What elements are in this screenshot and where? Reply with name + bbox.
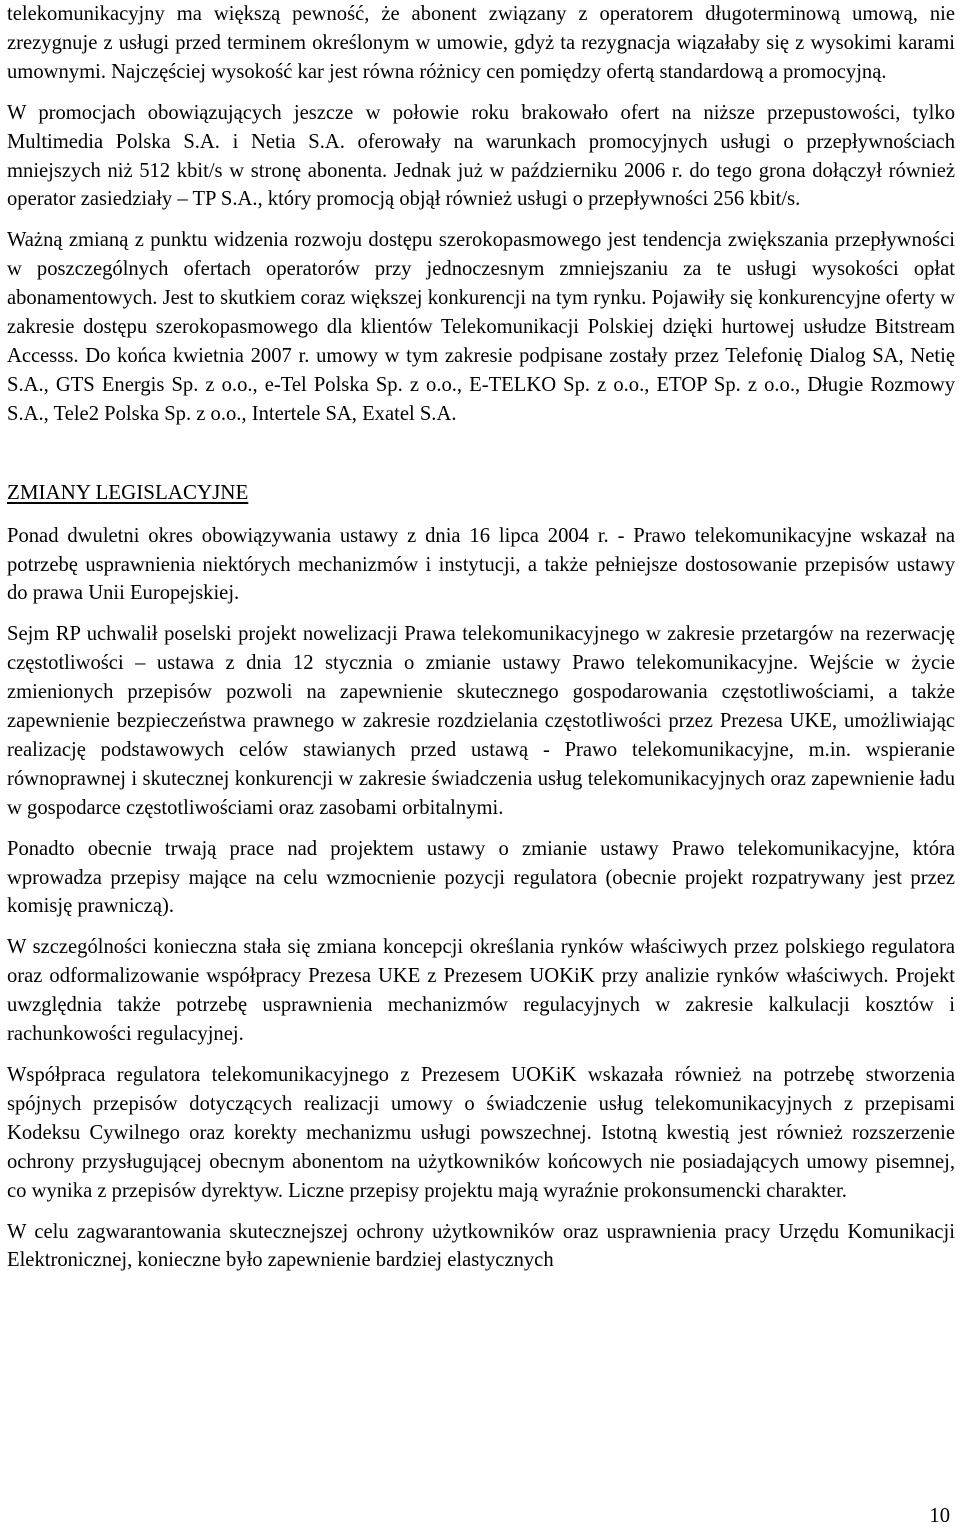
paragraph-user-protection: W celu zagwarantowania skutecznejszej ochrony użytkowników oraz usprawnienia pracy Urzędu Komunikacji Elektronicznej, konieczne było zapewnienie bardziej elastycznych <box>7 1220 955 1272</box>
paragraph-law-review: Ponad dwuletni okres obowiązywania ustawy z dnia 16 lipca 2004 r. - Prawo telekomunikacyjne wskazał na potrzebę usprawnienia niektórych mechanizmów i instytucji, a także pełniejsze dostosowanie przepisów ustawy do prawa Unii Europejskiej. <box>7 524 955 605</box>
page-number: 10 <box>929 1505 950 1527</box>
paragraph-ongoing-work: Ponadto obecnie trwają prace nad projektem ustawy o zmianie ustawy Prawo telekomunikacyjne, która wprowadza przepisy mające na celu wzmocnienie pozycji regulatora (obecnie projekt rozpatrywany jest przez komisję prawniczą). <box>7 837 955 918</box>
paragraph-promotions: W promocjach obowiązujących jeszcze w połowie roku brakowało ofert na niższe przepustowości, tylko Multimedia Polska S.A. i Netia S.A. oferowały na warunkach promocyjnych usługi o przepływnościach mniejszych niż 512 kbit/s w stronę abonenta. Jednak już w październiku 2006 r. do tego grona dołączył również operator zasiedziały – TP S.A., który promocją objął również usługi o przepływności 256 kbit/s. <box>7 101 955 211</box>
section-heading: ZMIANY LEGISLACYJNE <box>7 479 249 504</box>
paragraph-sejm-amendment: Sejm RP uchwalił poselski projekt nowelizacji Prawa telekomunikacyjnego w zakresie przetargów na rezerwację częstotliwości – ustawa z dnia 12 stycznia o zmianie ustawy Prawo telekomunikacyjne. Wejście w życie zmienionych przepisów pozwoli na zapewnienie skutecznego gospodarowania częstotliwościami, a także zapewnienie bezpieczeństwa prawnego w zakresie rozdzielania częstotliwości przez Prezesa UKE, umożliwiając realizację podstawowych celów stawianych przed ustawą - Prawo telekomunikacyjne, m.in. wspieranie równoprawnej i skutecznej konkurencji w zakresie świadczenia usług telekomunikacyjnych oraz zapewnienie ładu w gospodarce częstotliwościami oraz zasobami orbitalnymi. <box>7 623 955 819</box>
document-page <box>7 0 955 1275</box>
paragraph-uokik-cooperation: Współpraca regulatora telekomunikacyjnego z Prezesem UOKiK wskazała również na potrzebę stworzenia spójnych przepisów dotyczących realizacji umowy o świadczenie usług telekomunikacyjnych z przepisami Kodeksu Cywilnego oraz korekty mechanizmu usługi powszechnej. Istotną kwestią jest również rozszerzenie ochrony przysługującej obecnym abonentom na użytkowników końcowych nie posiadających umowy pisemnej, co wynika z przepisów dyrektyw. Liczne przepisy projektu mają wyraźnie prokonsumencki charakter. <box>7 1064 955 1202</box>
paragraph-market-analysis: W szczególności konieczna stała się zmiana koncepcji określania rynków właściwych przez polskiego regulatora oraz odformalizowanie współpracy Prezesa UKE z Prezesem UOKiK przy analizie rynków właściwych. Projekt uwzględnia także potrzebę usprawnienia mechanizmów regulacyjnych w zakresie kalkulacji kosztów i rachunkowości regulacyjnej. <box>7 936 955 1046</box>
paragraph-continuation: telekomunikacyjny ma większą pewność, że abonent związany z operatorem długoterminową umową, nie zrezygnuje z usługi przed terminem określonym w umowie, gdyż ta rezygnacja wiązałaby się z wysokimi karami umownymi. Najczęściej wysokość kar jest równa różnicy cen pomiędzy ofertą standardową a promocyjną. <box>7 3 955 83</box>
paragraph-bandwidth-trend: Ważną zmianą z punktu widzenia rozwoju dostępu szerokopasmowego jest tendencja zwiększania przepływności w poszczególnych ofertach operatorów przy jednoczesnym zmniejszaniu za te usługi wysokości opłat abonamentowych. Jest to skutkiem coraz większej konkurencji na tym rynku. Pojawiły się konkurencyjne oferty w zakresie dostępu szerokopasmowego dla klientów Telekomunikacji Polskiej dzięki hurtowej usłudze Bitstream Accesss. Do końca kwietnia 2007 r. umowy w tym zakresie podpisane zostały przez Telefonię Dialog SA, Netię S.A., GTS Energis Sp. z o.o., e-Tel Polska Sp. z o.o., E-TELKO Sp. z o.o., ETOP Sp. z o.o., Długie Rozmowy S.A., Tele2 Polska Sp. z o.o., Intertele SA, Exatel S.A. <box>7 229 955 425</box>
